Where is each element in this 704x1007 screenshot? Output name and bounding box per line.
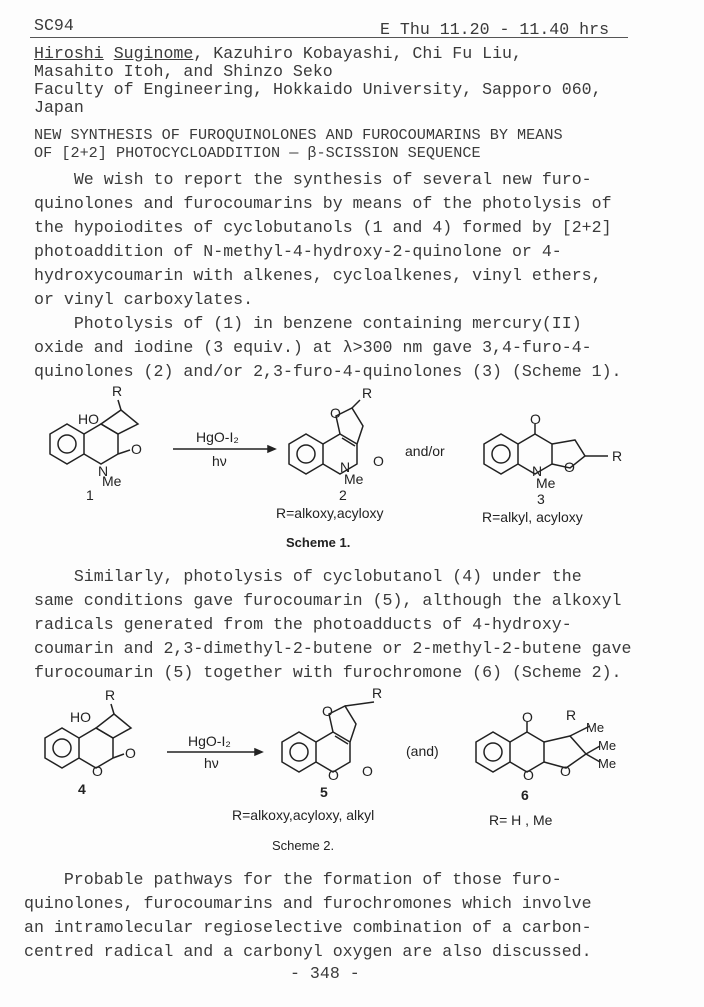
atom-label: O bbox=[530, 411, 541, 427]
reaction-arrow-1 bbox=[173, 429, 275, 469]
atom-label: R bbox=[105, 687, 116, 703]
body-line: or vinyl carboxylates. bbox=[34, 290, 254, 309]
atom-label: R bbox=[566, 707, 577, 723]
compound-1-structure bbox=[50, 383, 142, 503]
body-line: an intramolecular regioselective combination of a carbon- bbox=[24, 918, 592, 937]
reaction-arrow-2 bbox=[167, 733, 262, 771]
body-line: coumarin and 2,3-dimethyl-2-butene or 2-methyl-2-butene gave bbox=[34, 639, 632, 658]
body-line: oxide and iodine (3 equiv.) at λ>300 nm gave 3,4-furo-4- bbox=[34, 338, 592, 357]
atom-label: Me bbox=[102, 473, 122, 489]
session-time: E Thu 11.20 - 11.40 hrs bbox=[380, 20, 610, 39]
connector-label: and/or bbox=[405, 443, 445, 459]
atom-label: O bbox=[373, 453, 384, 469]
body-line: furocoumarin (5) together with furochromone (6) (Scheme 2). bbox=[34, 663, 622, 682]
atom-label: O bbox=[330, 405, 341, 421]
atom-label: O bbox=[522, 709, 533, 725]
header-rule bbox=[30, 37, 628, 38]
atom-label: O bbox=[131, 441, 142, 457]
atom-label: O bbox=[92, 763, 103, 779]
scheme-1-diagram bbox=[0, 380, 704, 550]
body-line: hydroxycoumarin with alkenes, cycloalkenes, vinyl ethers, bbox=[34, 266, 602, 285]
body-line: We wish to report the synthesis of several new furo- bbox=[34, 170, 592, 189]
atom-label: HO bbox=[78, 411, 99, 427]
authors-rest: , Kazuhiro Kobayashi, Chi Fu Liu, bbox=[193, 44, 522, 63]
atom-label: R bbox=[372, 685, 383, 701]
atom-label: Me bbox=[536, 475, 556, 491]
compound-number: 3 bbox=[537, 491, 545, 507]
compound-6-structure bbox=[476, 707, 616, 803]
affiliation-line-1: Faculty of Engineering, Hokkaido University, Sapporo 060, bbox=[34, 80, 602, 99]
condition-label: hν bbox=[212, 453, 227, 469]
reagent-label: HgO-I₂ bbox=[196, 429, 239, 445]
session-code: SC94 bbox=[34, 16, 74, 35]
atom-label: R bbox=[612, 448, 623, 464]
substituent-label-2: R=alkoxy,acyloxy bbox=[276, 505, 384, 521]
body-line: quinolones (2) and/or 2,3-furo-4-quinolones (3) (Scheme 1). bbox=[34, 362, 622, 381]
atom-label: N bbox=[340, 459, 351, 475]
body-line: centred radical and a carbonyl oxygen are also discussed. bbox=[24, 942, 592, 961]
author-underlined: Hiroshi bbox=[34, 44, 104, 63]
body-line: Probable pathways for the formation of those furo- bbox=[24, 870, 562, 889]
atom-label: O bbox=[564, 459, 575, 475]
page-number: - 348 - bbox=[290, 964, 360, 983]
atom-label: Me bbox=[344, 471, 364, 487]
compound-number: 4 bbox=[78, 781, 86, 797]
compound-number: 1 bbox=[86, 487, 94, 503]
atom-label: O bbox=[560, 763, 571, 779]
authors-line-2: Masahito Itoh, and Shinzo Seko bbox=[34, 62, 333, 81]
compound-number: 5 bbox=[320, 784, 328, 800]
atom-label: Me bbox=[598, 738, 617, 753]
compound-number: 2 bbox=[339, 487, 347, 503]
affiliation-line-2: Japan bbox=[34, 98, 84, 117]
atom-label: O bbox=[125, 745, 136, 761]
atom-label: O bbox=[328, 767, 339, 783]
body-line: quinolones and furocoumarins by means of the photolysis of bbox=[34, 194, 612, 213]
compound-5-structure bbox=[282, 685, 382, 800]
body-line: Similarly, photolysis of cyclobutanol (4) under the bbox=[34, 567, 582, 586]
condition-label: hν bbox=[204, 755, 219, 771]
scheme-caption: Scheme 1. bbox=[286, 535, 351, 550]
title-line-2: OF [2+2] PHOTOCYCLOADDITION — β-SCISSION SEQUENCE bbox=[34, 144, 481, 162]
title-line-1: NEW SYNTHESIS OF FUROQUINOLONES AND FUROCOUMARINS BY MEANS bbox=[34, 126, 563, 144]
body-line: same conditions gave furocoumarin (5), although the alkoxyl bbox=[34, 591, 622, 610]
atom-label: HO bbox=[70, 709, 91, 725]
atom-label: Me bbox=[598, 756, 617, 771]
compound-3-structure bbox=[484, 411, 622, 507]
connector-label: (and) bbox=[406, 743, 439, 759]
scheme-2-diagram bbox=[0, 680, 704, 860]
atom-label: O bbox=[523, 767, 534, 783]
substituent-label-5: R=alkoxy,acyloxy, alkyl bbox=[232, 807, 375, 823]
scheme-caption: Scheme 2. bbox=[272, 838, 335, 853]
compound-number: 6 bbox=[521, 787, 529, 803]
atom-label: Me bbox=[586, 720, 605, 735]
atom-label: O bbox=[322, 703, 333, 719]
authors-line-1 bbox=[34, 44, 522, 63]
body-line: radicals generated from the photoadducts of 4-hydroxy- bbox=[34, 615, 572, 634]
body-line: the hypoiodites of cyclobutanols (1 and 4) formed by [2+2] bbox=[34, 218, 612, 237]
reagent-label: HgO-I₂ bbox=[188, 733, 231, 749]
compound-2-structure bbox=[289, 385, 384, 503]
atom-label: N bbox=[532, 463, 543, 479]
atom-label: O bbox=[362, 763, 373, 779]
atom-label: R bbox=[112, 383, 123, 399]
atom-label: R bbox=[362, 385, 373, 401]
compound-4-structure bbox=[45, 687, 136, 797]
body-line: Photolysis of (1) in benzene containing mercury(II) bbox=[34, 314, 582, 333]
author-underlined: Suginome bbox=[113, 44, 194, 63]
substituent-label-3: R=alkyl, acyloxy bbox=[482, 509, 583, 525]
body-line: quinolones, furocoumarins and furochromones which involve bbox=[24, 894, 592, 913]
atom-label: N bbox=[98, 463, 109, 479]
substituent-label-6: R= H , Me bbox=[489, 812, 553, 828]
body-line: photoaddition of N-methyl-4-hydroxy-2-quinolone or 4- bbox=[34, 242, 562, 261]
